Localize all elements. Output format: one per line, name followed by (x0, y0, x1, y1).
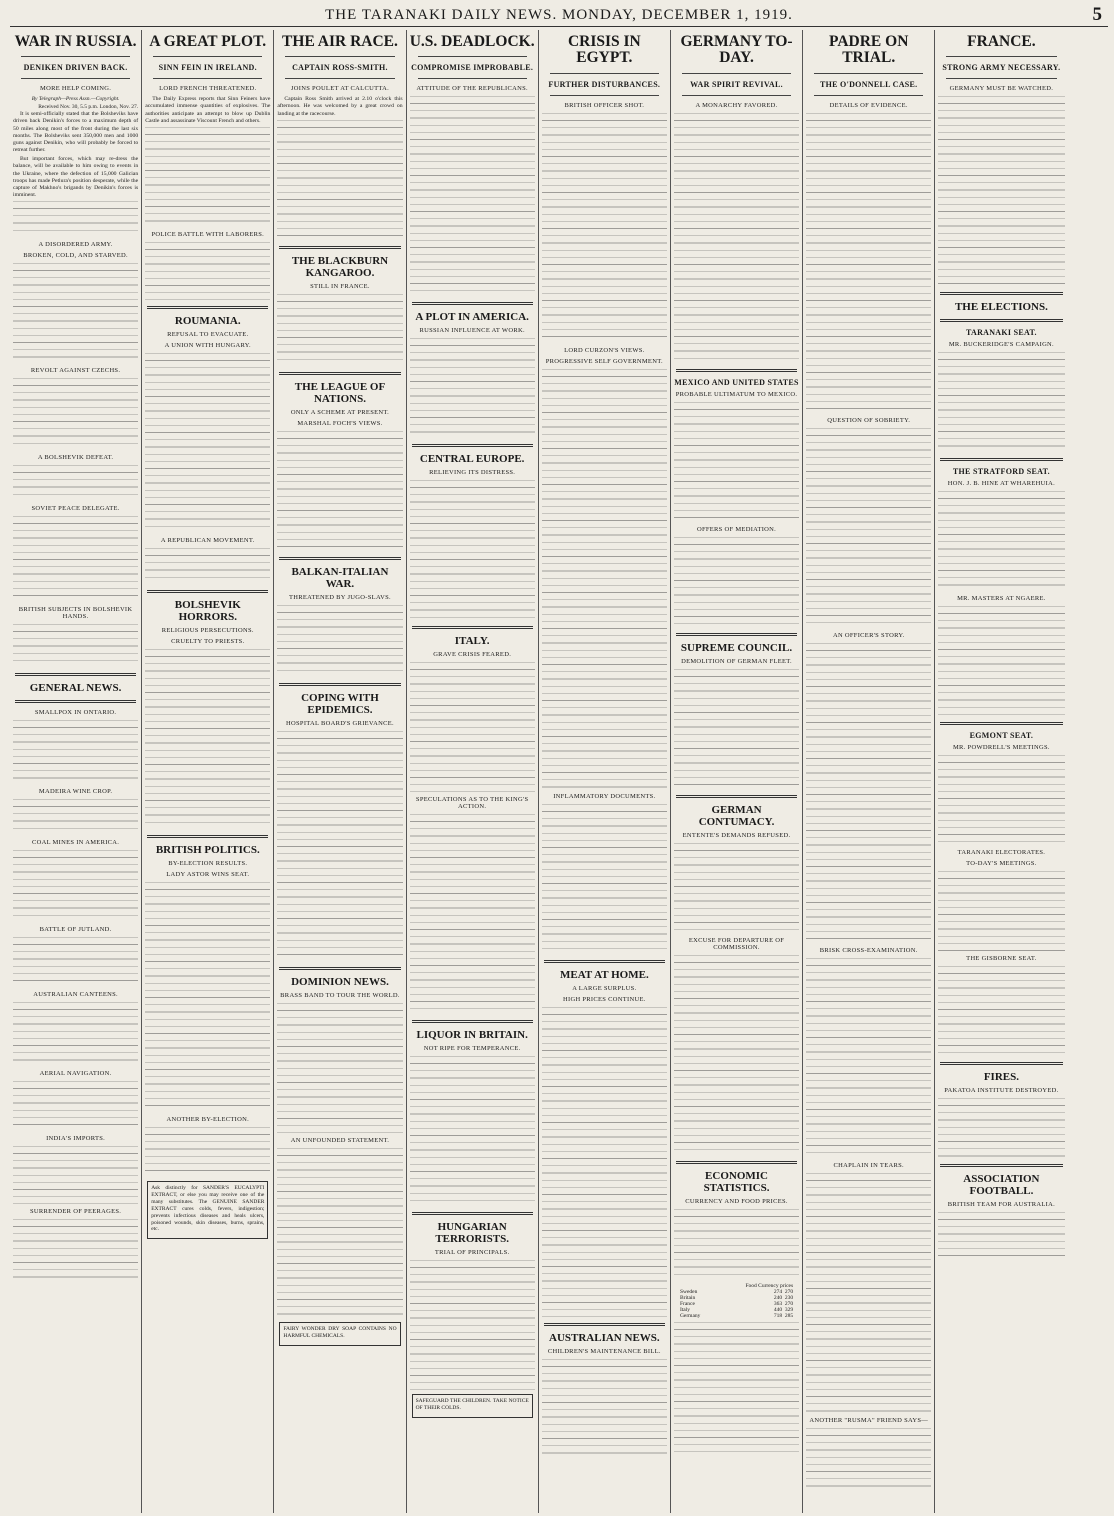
section-subheading: PROBABLE ULTIMATUM TO MEXICO. (675, 390, 798, 398)
masthead-title: THE TARANAKI DAILY NEWS. MONDAY, DECEMBER 1, 1919. (325, 6, 793, 23)
section-heading: AUSTRALIAN NEWS. (549, 1331, 660, 1344)
section-subheading: DEMOLITION OF GERMAN FLEET. (681, 657, 792, 665)
section-subheading: COAL MINES IN AMERICA. (31, 839, 120, 847)
section-subheading: ANOTHER BY-ELECTION. (166, 1115, 250, 1123)
subheading: WAR SPIRIT REVIVAL. (690, 79, 783, 89)
section-heading: POLICE BATTLE WITH LABORERS. (151, 230, 265, 238)
subheading: LORD FRENCH THREATENED. (159, 85, 257, 93)
ad-text: FAIRY WONDER DRY SOAP CONTAINS NO HARMFUL CHEMICALS. (283, 1325, 397, 1339)
table-row: France 363 270 (679, 1300, 794, 1307)
section-subheading: BRISK CROSS-EXAMINATION. (819, 946, 918, 954)
section-subheading: A REPUBLICAN MOVEMENT. (160, 536, 255, 544)
column-2 (142, 30, 274, 1513)
subheading: THE O'DONNELL CASE. (819, 79, 918, 89)
section-subheading: ENTENTE'S DEMANDS REFUSED. (682, 831, 791, 839)
section-subheading: TO-DAY'S MEETINGS. (966, 860, 1037, 868)
section-heading: A PLOT IN AMERICA. (415, 311, 529, 324)
page-number: 5 (1092, 4, 1102, 25)
section-heading: LORD CURZON'S VIEWS. (564, 346, 645, 354)
table-row: Italy 440 329 (679, 1306, 794, 1313)
section-subheading: BATTLE OF JUTLAND. (39, 926, 112, 934)
column-3 (274, 30, 406, 1513)
section-subheading: AN OFFICER'S STORY. (832, 631, 905, 639)
subheading: CAPTAIN ROSS-SMITH. (292, 63, 388, 73)
section-heading: ECONOMIC STATISTICS. (703, 1169, 770, 1194)
section-subheading: OFFERS OF MEDIATION. (696, 525, 777, 533)
section-subheading: MARSHAL FOCH'S VIEWS. (297, 419, 383, 427)
section-heading: MEXICO AND UNITED STATES (674, 377, 799, 387)
section-subheading: AN UNFOUNDED STATEMENT. (290, 1136, 390, 1144)
columns (10, 30, 1108, 1513)
section-subheading: CRUELTY TO PRIESTS. (171, 637, 245, 645)
section-subheading: BRITISH TEAM FOR AUSTRALIA. (947, 1201, 1056, 1209)
section-subheading: CHAPLAIN IN TEARS. (833, 1161, 904, 1169)
section-subheading: SPECULATIONS AS TO THE KING'S ACTION. (415, 796, 529, 811)
section-subheading: A UNION WITH HUNGARY. (164, 341, 251, 349)
section-heading: FIRES. (983, 1071, 1019, 1084)
section-subheading: BRASS BAND TO TOUR THE WORLD. (280, 991, 400, 999)
subheading: ATTITUDE OF THE REPUBLICANS. (416, 85, 528, 93)
section-heading: ASSOCIATION FOOTBALL. (963, 1173, 1040, 1198)
section-heading: THE BLACKBURN KANGAROO. (291, 254, 389, 279)
section-subheading: INDIA'S IMPORTS. (46, 1135, 106, 1143)
section-subheading: SURRENDER OF PEERAGES. (29, 1208, 122, 1216)
section-heading: LIQUOR IN BRITAIN. (416, 1029, 528, 1042)
section-subheading: A LARGE SURPLUS. (572, 984, 637, 992)
section-subheading: PAKATOA INSTITUTE DESTROYED. (944, 1087, 1059, 1095)
subheading: A MONARCHY FAVORED. (695, 101, 778, 109)
section-subheading: MADEIRA WINE CROP. (38, 788, 113, 796)
section-subheading: HON. J. B. HINE AT WHAREHUIA. (947, 480, 1056, 488)
section-subheading: LADY ASTOR WINS SEAT. (166, 870, 250, 878)
section-subheading: HOSPITAL BOARD'S GRIEVANCE. (286, 719, 394, 727)
section-subheading: MR. POWDRELL'S MEETINGS. (952, 744, 1050, 752)
section-heading: MEAT AT HOME. (559, 968, 649, 981)
section-heading: REVOLT AGAINST CZECHS. (30, 367, 121, 375)
column-4 (407, 30, 539, 1513)
article-paragraph: The Daily Express reports that Sinn Feiners have accumulated immense quantities of explosives. The authorities anticipate an attempt to blow up Dublin Castle and assassinate Viscount French and others. (145, 96, 271, 124)
ad-text: SAFEGUARD THE CHILDREN. TAKE NOTICE OF THEIR COLDS. (415, 1398, 529, 1412)
byline: By Telegraph—Press Assn.—Copyright. (31, 96, 120, 103)
section-heading: BRITISH POLITICS. (155, 843, 260, 856)
table-row: Britain 240 230 (679, 1294, 794, 1301)
subheading: DENIKEN DRIVEN BACK. (23, 63, 128, 73)
section-subheading: RELIGIOUS PERSECUTIONS. (161, 626, 254, 634)
table-title: Food Currency prices (745, 1282, 794, 1289)
headline: PADRE ON TRIAL. (829, 33, 909, 67)
headline: A GREAT PLOT. (149, 33, 267, 50)
section-subheading: MR. MASTERS AT NGAERE. (957, 595, 1046, 603)
subheading: MORE HELP COMING. (40, 85, 112, 93)
section-subheading: BROKEN, COLD, AND STARVED. (23, 252, 128, 260)
subheading: STRONG ARMY NECESSARY. (942, 63, 1061, 73)
ad-text: Ask distinctly for SANDER'S EUCALYPTI EXTRACT, or else you may receive one of the many substitutes. The GENUINE SANDER EXTRACT cures colds, fevers, indigestion; prevents infectious diseases and heals ulcers, poisoned wounds, skin diseases, burns, sprains, etc. (151, 1184, 265, 1233)
table-row: Sweden 274 270 (679, 1288, 794, 1295)
subheading: GERMANY MUST BE WATCHED. (949, 85, 1054, 93)
column-7 (803, 30, 935, 1513)
section-subheading: BY-ELECTION RESULTS. (168, 859, 248, 867)
article-paragraph: It is semi-officially stated that the Bolsheviks have driven back Denikin's forces to a maximum depth of 50 miles along most of the front during the last six months. The Bolsheviks sent 350,000 men and 1000 guns against Denikin, who will probably be forced to retreat further. (13, 111, 139, 154)
section-heading: COPING WITH EPIDEMICS. (301, 691, 379, 716)
section-heading: THE LEAGUE OF NATIONS. (294, 380, 386, 405)
section-subheading: EXCUSE FOR DEPARTURE OF COMMISSION. (688, 936, 785, 951)
article-paragraph: Captain Ross Smith arrived at 2.10 o'clock this afternoon. He was welcomed by a great crowd on landing at the racecourse. (277, 96, 403, 117)
subheading: SINN FEIN IN IRELAND. (158, 63, 257, 73)
headline: U.S. DEADLOCK. (409, 33, 535, 50)
section-subheading: PROGRESSIVE SELF GOVERNMENT. (545, 357, 663, 365)
section-subheading: GRAVE CRISIS FEARED. (433, 651, 512, 659)
section-subheading: HIGH PRICES CONTINUE. (563, 995, 646, 1003)
advertisement (147, 1181, 268, 1239)
section-subheading: STILL IN FRANCE. (310, 282, 370, 290)
section-heading: BALKAN-ITALIAN WAR. (291, 565, 389, 590)
section-heading: SOVIET PEACE DELEGATE. (31, 505, 120, 513)
section-heading: THE ELECTIONS. (954, 301, 1048, 314)
section-subheading: TARANAKI SEAT. (965, 328, 1037, 338)
section-subheading: REFUSAL TO EVACUATE. (167, 330, 249, 338)
column-6 (671, 30, 803, 1513)
section-subheading: MR. BUCKERIDGE'S CAMPAIGN. (948, 341, 1054, 349)
section-heading: A DISORDERED ARMY. (38, 241, 113, 249)
section-heading: GERMAN CONTUMACY. (698, 803, 775, 828)
price-table (680, 1283, 793, 1319)
section-subheading: RELIEVING ITS DISTRESS. (429, 469, 516, 477)
section-subheading: ANOTHER "RUSMA" FRIEND SAYS— (809, 1416, 929, 1424)
column-5 (539, 30, 671, 1513)
subheading: JOINS POULET AT CALCUTTA. (290, 85, 390, 93)
section-heading: DOMINION NEWS. (291, 975, 389, 988)
section-subheading: THE GISBORNE SEAT. (966, 955, 1037, 963)
section-subheading: CHILDREN'S MAINTENANCE BILL. (547, 1347, 661, 1355)
advertisement (279, 1322, 400, 1346)
headline: WAR IN RUSSIA. (14, 33, 137, 50)
section-subheading: RUSSIAN INFLUENCE AT WORK. (419, 327, 525, 335)
section-subheading: AERIAL NAVIGATION. (39, 1070, 112, 1078)
article-paragraph: But important forces, which may re-dress the balance, will be available to him owing to events in the Ukraine, where the defection of 15,000 Galician troops has made Petlura's position desperate, while the capture of Makhno's brigands by Denikin's forces is imminent. (13, 156, 139, 199)
section-heading: SUPREME COUNCIL. (680, 641, 793, 654)
section-subheading: THE STRATFORD SEAT. (952, 467, 1050, 477)
headline: GERMANY TO-DAY. (680, 33, 793, 67)
section-subheading: TARANAKI ELECTORATES. (957, 849, 1046, 857)
section-subheading: ONLY A SCHEME AT PRESENT. (290, 408, 390, 416)
section-subheading: AUSTRALIAN CANTEENS. (33, 991, 118, 999)
section-subheading: INFLAMMATORY DOCUMENTS. (553, 792, 656, 800)
subheading: BRITISH OFFICER SHOT. (564, 101, 645, 109)
section-subheading: CURRENCY AND FOOD PRICES. (685, 1197, 788, 1205)
headline: CRISIS IN EGYPT. (567, 33, 641, 67)
section-heading: BRITISH SUBJECTS IN BOLSHEVIK HANDS. (18, 606, 133, 621)
section-subheading: QUESTION OF SOBRIETY. (827, 416, 911, 424)
section-heading: A BOLSHEVIK DEFEAT. (37, 454, 114, 462)
subheading: DETAILS OF EVIDENCE. (829, 101, 908, 109)
column-1 (10, 30, 142, 1513)
masthead (10, 4, 1108, 27)
column-8 (935, 30, 1067, 1513)
section-subheading: TRIAL OF PRINCIPALS. (434, 1249, 510, 1257)
advertisement (412, 1394, 533, 1418)
section-subheading: THREATENED BY JUGO-SLAVS. (289, 593, 391, 601)
subheading: FURTHER DISTURBANCES. (548, 79, 661, 89)
section-heading: HUNGARIAN TERRORISTS. (435, 1221, 509, 1246)
section-heading: GENERAL NEWS. (29, 682, 122, 695)
section-subheading: EGMONT SEAT. (969, 731, 1034, 741)
table-row: Germany 718 285 (679, 1312, 794, 1319)
section-heading: BOLSHEVIK HORRORS. (174, 598, 241, 623)
section-subheading: SMALLPOX IN ONTARIO. (34, 709, 117, 717)
section-subheading: NOT RIPE FOR TEMPERANCE. (423, 1045, 521, 1053)
section-heading: ITALY. (454, 635, 490, 648)
subheading: COMPROMISE IMPROBABLE. (411, 63, 534, 73)
section-heading: ROUMANIA. (174, 314, 241, 327)
headline: THE AIR RACE. (282, 33, 398, 50)
headline: FRANCE. (967, 33, 1036, 50)
dateline: Received Nov. 30, 5.5 p.m. London, Nov. 27. (38, 104, 139, 111)
section-heading: CENTRAL EUROPE. (419, 453, 525, 466)
